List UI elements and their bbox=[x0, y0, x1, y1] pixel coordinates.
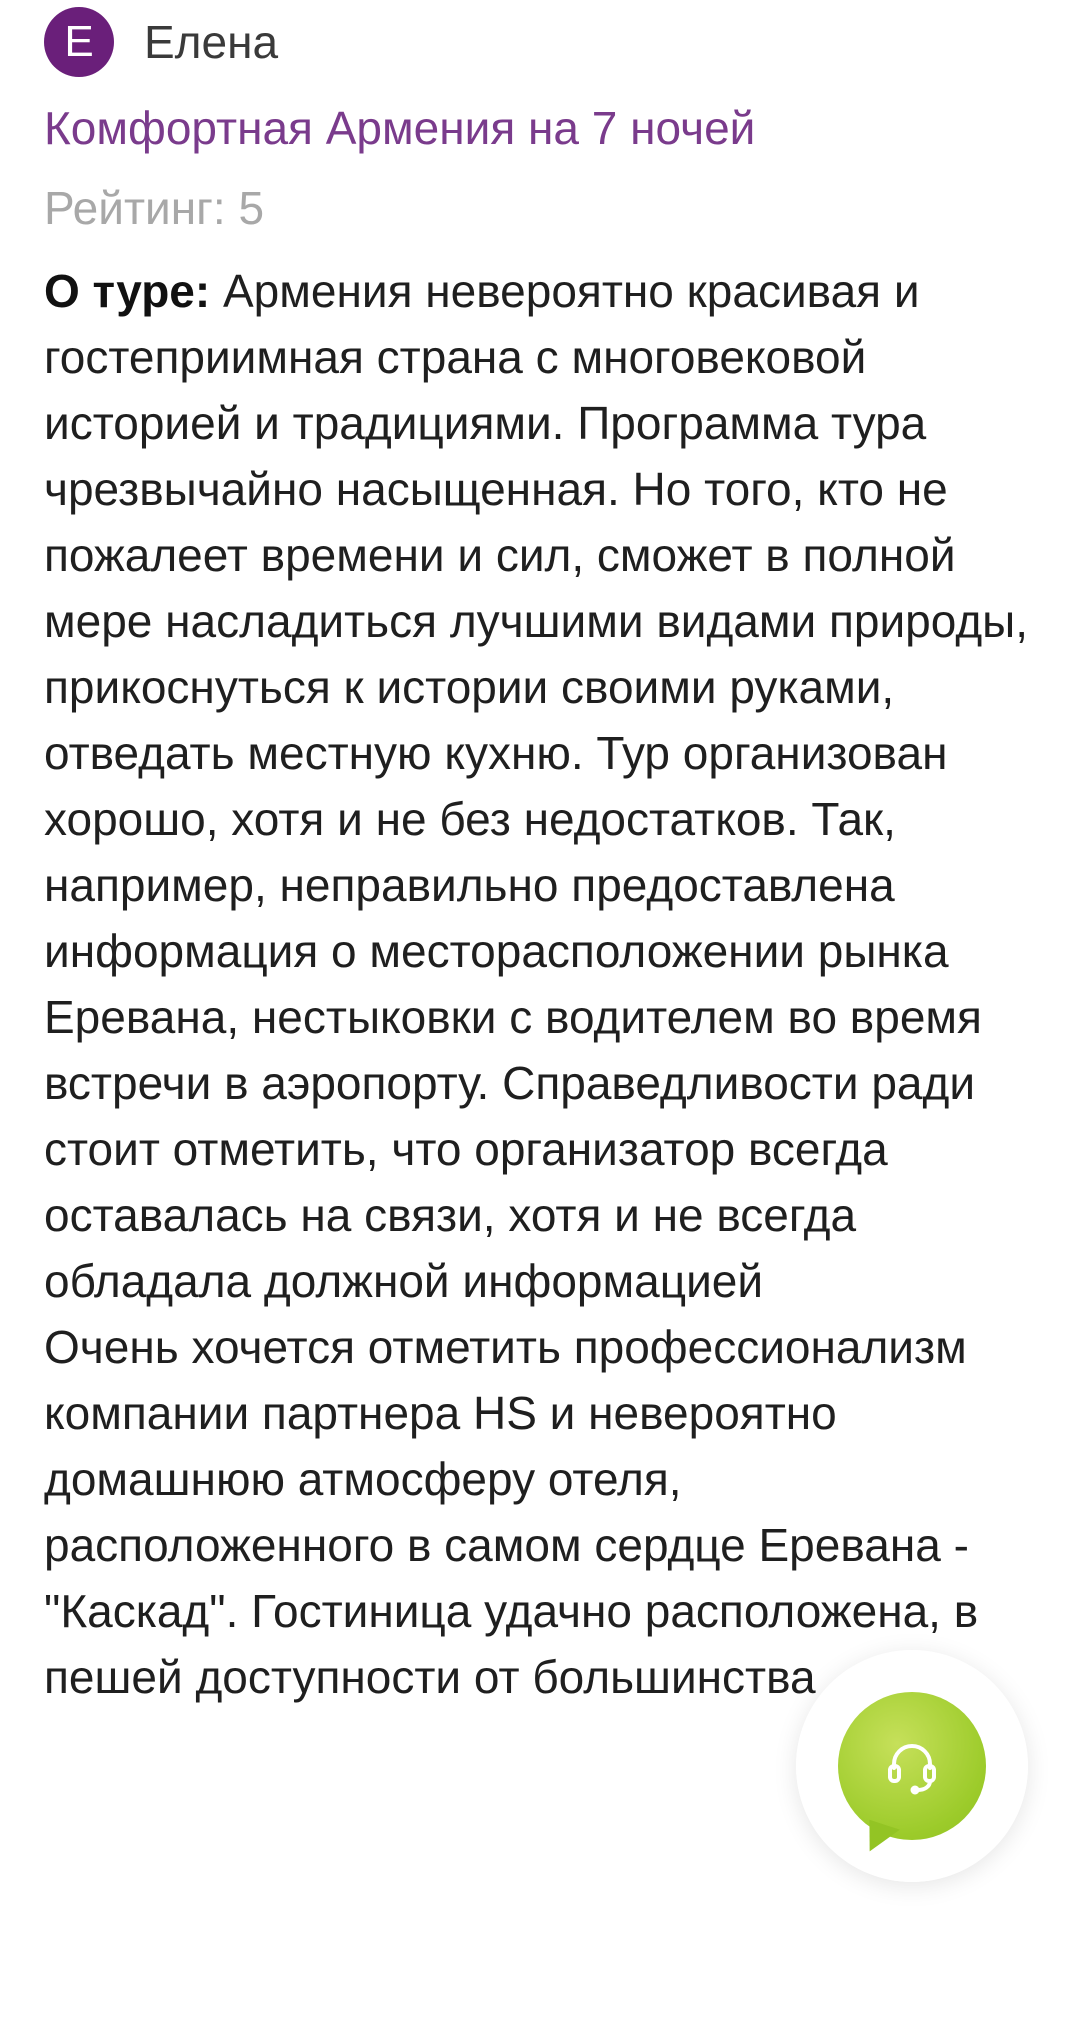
author-name: Елена bbox=[144, 16, 279, 68]
rating-label: Рейтинг: bbox=[44, 182, 226, 234]
review-paragraph-2: Очень хочется отметить профессионализм компании партнера HS и невероятно домашнюю атмосферу отеля, расположенного в самом сердце Еревана - "Каскад". Гостиница удачно расположена, в пешей доступности от большинства bbox=[44, 1321, 991, 1703]
headset-icon bbox=[880, 1734, 944, 1798]
avatar: Е bbox=[44, 7, 114, 77]
review-label: О туре: bbox=[44, 265, 211, 317]
support-chat-button[interactable] bbox=[796, 1650, 1028, 1882]
review-card bbox=[44, 0, 1044, 1710]
rating bbox=[44, 168, 1044, 248]
review-paragraph bbox=[44, 258, 1041, 1314]
tour-title-link[interactable]: Комфортная Армения на 7 ночей bbox=[44, 102, 756, 154]
chat-bubble bbox=[838, 1692, 986, 1840]
author-row bbox=[44, 0, 1044, 84]
review-body: Армения невероятно красивая и гостеприимная страна с многовековой историей и традициями. Программа тура чрезвычайно насыщенная. Но того, кто не пожалеет времени и сил, сможет в полной мере насладиться лучшими видами природы, прикоснуться к истории своими руками, отведать местную кухню. Тур организован хорошо, хотя и не без недостатков. Так, например, неправильно предоставлена информация о месторасположении рынка Еревана, нестыковки с водителем во время встречи в аэропорту. Справедливости ради стоит отметить, что организатор всегда оставалась на связи, хотя и не всегда обладала должной информацией bbox=[44, 265, 1041, 1307]
review-text bbox=[44, 258, 1041, 1710]
rating-value: 5 bbox=[238, 182, 265, 234]
